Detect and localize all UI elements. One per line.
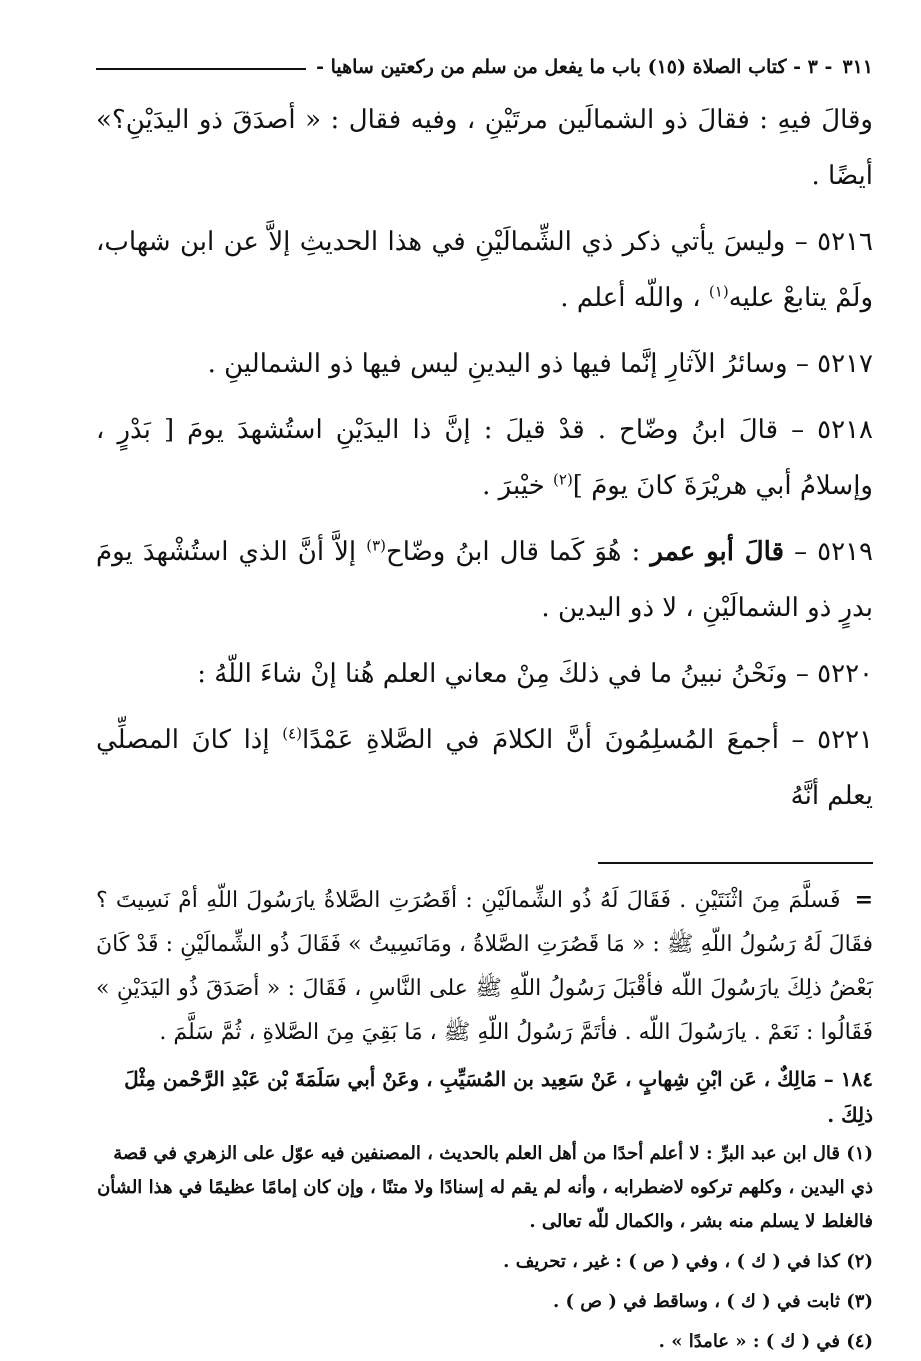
footnote-ref-3: (٣) bbox=[366, 536, 386, 555]
paragraph-intro: وقالَ فيهِ : فقالَ ذو الشمالَين مرتَيْنِ ، وفيه فقال : « أصدَقَ ذو اليدَيْنِ؟» أيضًا . bbox=[96, 105, 873, 191]
footnote-3: (٣) ثابت في ( ك ) ، وساقط في ( ص ) . bbox=[552, 1291, 873, 1312]
paragraph-text: ، واللّه أعلم . bbox=[560, 283, 709, 313]
header-rule bbox=[96, 68, 306, 70]
footnote-2: (٢) كذا في ( ك ) ، وفي ( ص ) : غير ، تحريف . bbox=[503, 1251, 873, 1272]
paragraph-text: ٥٢٢١ – أجمعَ المُسلِمُونَ أنَّ الكلامَ في الصَّلاةِ عَمْدًا bbox=[301, 725, 874, 755]
footnote-ref-4: (٤) bbox=[282, 724, 302, 743]
commentary-text bbox=[96, 878, 873, 1055]
continuation-mark: = bbox=[854, 887, 873, 913]
paragraph-text: إلاَّ أنَّ الذي استُشْهدَ يومَ بدرٍ ذو الشمالَيْنِ ، لا ذو اليدين . bbox=[96, 537, 873, 623]
paragraph-text: : هُوَ كَما قال ابنُ وضّاح bbox=[385, 537, 651, 567]
running-title: - ٣ - كتاب الصلاة (١٥) باب ما يفعل من سلم من ركعتين ساهيا - bbox=[316, 56, 833, 78]
paragraph-text: ٥٢١٦ – وليسَ يأتي ذكر ذي الشِّمالَيْنِ في هذا الحديثِ إلاَّ عن ابن شهاب، ولَمْ يتابعْ عليه bbox=[96, 227, 873, 313]
footnote-ref-1: (١) bbox=[708, 282, 729, 301]
speaker-name: قالَ أبو عمر bbox=[650, 537, 785, 567]
footnote-1: (١) قال ابن عبد البرِّ : لا أعلم أحدًا من أهل العلم بالحديث ، المصنفين فيه عوّل على الزهري في قصة ذي اليدين ، وكلهم تركوه لاضطرابه ، وأنه لم يقم له إسنادًا ولا متنًا ، وإن كان إمامًا عظيمًا في هذا الشأن فالغلط لا يسلم منه بشر ، والكمال للّه تعالى . bbox=[97, 1143, 873, 1232]
paragraph-text: ٥٢١٨ – قالَ ابنُ وضّاح . قدْ قيلَ : إنَّ ذا اليدَيْنِ استُشهدَ يومَ [ بَدْرٍ ، وإسلامُ أبي هريْرَةَ كانَ يومَ ] bbox=[96, 415, 873, 501]
paragraph-text: إذا كانَ المصلِّي يعلم أنَّهُ bbox=[96, 725, 873, 811]
footnote-separator bbox=[598, 862, 873, 864]
paragraph-5217: ٥٢١٧ – وسائرُ الآثارِ إنَّما فيها ذو اليدينِ ليس فيها ذو الشمالينِ . bbox=[207, 349, 873, 379]
hadith-commentary bbox=[96, 878, 873, 1133]
hadith-184: ١٨٤ – مَالِكٌ ، عَن ابْنِ شِهابٍ ، عَنْ سَعِيد بن المُسَيِّبِ ، وعَنْ أبي سَلَمَةَ بْن عَبْدِ الرَّحْمن مِثْلَ ذلِكَ . bbox=[124, 1067, 873, 1127]
paragraph-5216 bbox=[96, 214, 873, 326]
commentary-body: فَسلَّمَ مِنَ اثْنَتَيْنِ . فَقَالَ لَهُ ذُو الشِّمالَيْنِ : أقَصُرَتِ الصَّلاةُ يارَسُولَ اللّهِ أمْ نَسِيتَ ؟ فقَالَ لَهُ رَسُولُ اللّهِ ﷺ : « مَا قَصُرَتِ الصَّلاةُ ، ومَانَسِيتُ » فَقَالَ ذُو الشِّمالَيْنِ : قَدْ كَانَ بَعْضُ ذلِكَ يارَسُولَ اللّه فأقْبَلَ رَسُولُ اللّهِ ﷺ على النَّاسِ ، فَقَالَ : « أصَدَقَ ذُو اليَدَيْنِ » فَقَالُوا : نَعَمْ . يارَسُولَ اللّه . فأتَمَّ رَسُولُ اللّهِ ﷺ ، مَا بَقِيَ مِنَ الصَّلاةِ ، ثُمَّ سَلَّمَ . bbox=[96, 888, 873, 1045]
running-header bbox=[96, 52, 873, 82]
footnote-ref-2: (٢) bbox=[553, 470, 573, 489]
footnotes bbox=[96, 1137, 873, 1359]
paragraph-number: ٥٢١٩ – bbox=[784, 537, 874, 567]
paragraph-5218 bbox=[96, 402, 873, 514]
paragraph-text: خيْبرَ . bbox=[482, 471, 554, 501]
paragraph-5221 bbox=[96, 712, 873, 824]
main-text bbox=[96, 92, 873, 824]
paragraph-5219 bbox=[96, 524, 873, 636]
footnote-4: (٤) في ( ك ) : « عامدًا » . bbox=[658, 1331, 873, 1352]
paragraph-5220: ٥٢٢٠ – ونَحْنُ نبينُ ما في ذلكَ مِنْ معاني العلم هُنا إنْ شاءَ اللّهُ : bbox=[197, 659, 873, 689]
page-number: ٣١١ bbox=[842, 56, 873, 78]
